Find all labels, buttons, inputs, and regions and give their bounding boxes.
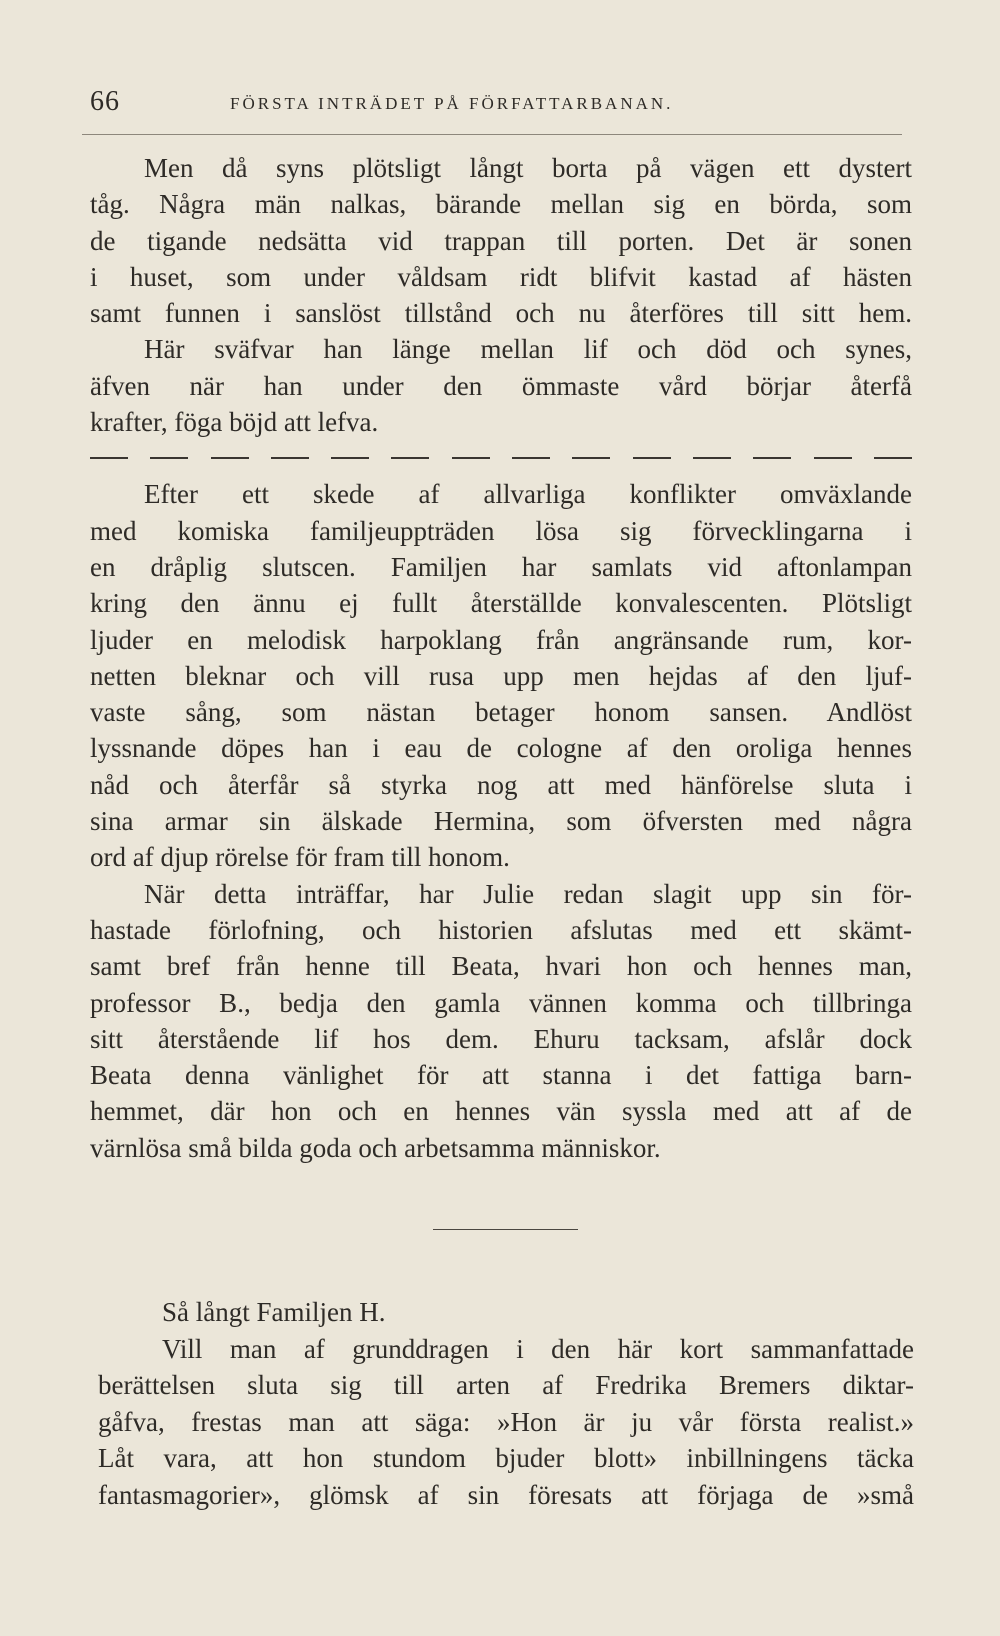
- text-line: berättelsen sluta sig till arten af Fredrika Bremers diktar-: [98, 1370, 914, 1400]
- text-line: sitt återstående lif hos dem. Ehuru tacksam, afslår dock: [90, 1023, 912, 1054]
- text-line: krafter, föga böjd att lefva.: [90, 407, 379, 438]
- header-rule: [82, 134, 902, 135]
- body-text: [90, 150, 912, 1166]
- text-line: Här sväfvar han länge mellan lif och död och synes,: [144, 334, 912, 365]
- text-line: Beata denna vänlighet för att stanna i det fattiga barn-: [90, 1060, 912, 1091]
- dash: [633, 457, 671, 459]
- dash: [391, 457, 429, 459]
- text-line: tåg. Några män nalkas, bärande mellan sig en börda, som: [90, 189, 912, 220]
- text-line: Men då syns plötsligt långt borta på vägen ett dystert: [144, 153, 912, 183]
- text-line: en dråplig slutscen. Familjen har samlats vid aftonlampan: [90, 551, 912, 582]
- text-line: professor B., bedja den gamla vännen komma och tillbringa: [90, 987, 912, 1018]
- dash: [753, 457, 791, 459]
- text-line: Låt vara, att hon stundom bjuder blott» inbillningens täcka: [98, 1443, 914, 1473]
- section-divider: [433, 1229, 578, 1230]
- text-line: kring den ännu ej fullt återställde konvalescenten. Plötsligt: [90, 588, 912, 619]
- dash: [512, 457, 550, 459]
- text-line: gåfva, frestas man att säga: »Hon är ju vår första realist.»: [98, 1406, 914, 1437]
- text-line: samt bref från henne till Beata, hvari hon och hennes man,: [90, 951, 912, 982]
- dash: [693, 457, 731, 459]
- dash: [271, 457, 309, 459]
- text-line: sina armar sin älskade Hermina, som öfversten med några: [90, 806, 912, 837]
- text-line: Efter ett skede af allvarliga konflikter omväxlande: [144, 479, 912, 510]
- page-number: 66: [90, 86, 120, 117]
- running-head: [90, 86, 910, 126]
- text-line: de tigande nedsätta vid trappan till porten. Det är sonen: [90, 225, 912, 256]
- text-line: Så långt Familjen H.: [162, 1297, 386, 1327]
- text-line: i huset, som under våldsam ridt blifvit kastad af hästen: [90, 261, 912, 292]
- dash: [331, 457, 369, 459]
- text-line: lyssnande döpes han i eau de cologne af den oroliga hennes: [90, 733, 912, 764]
- text-line: äfven när han under den ömmaste vård börjar återfå: [90, 370, 912, 401]
- text-line: fantasmagorier», glömsk af sin föresats att förjaga de »små: [98, 1479, 914, 1510]
- text-line: hemmet, där hon och en hennes vän syssla med att af de: [90, 1096, 912, 1127]
- text-line: vaste sång, som nästan betager honom sansen. Andlöst: [90, 697, 912, 728]
- text-line: samt funnen i sanslöst tillstånd och nu återföres till sitt hem.: [90, 298, 912, 329]
- dash: [211, 457, 249, 459]
- text-line: ord af djup rörelse för fram till honom.: [90, 842, 510, 873]
- dash: [452, 457, 490, 459]
- dash: [572, 457, 610, 459]
- dash: [90, 457, 128, 459]
- text-line: nåd och återfår så styrka nog att med hänförelse sluta i: [90, 769, 912, 800]
- running-title: FÖRSTA INTRÄDET PÅ FÖRFATTARBANAN.: [230, 94, 674, 113]
- dash: [814, 457, 852, 459]
- dash-separator: [90, 440, 912, 476]
- text-line: värnlösa små bilda goda och arbetsamma människor.: [90, 1132, 661, 1163]
- dash: [150, 457, 188, 459]
- text-line: hastade förlofning, och historien afslutas med ett skämt-: [90, 914, 912, 945]
- body-text-continued: [98, 1294, 914, 1513]
- text-line: med komiska familjeuppträden lösa sig förvecklingarna i: [90, 515, 912, 546]
- text-line: När detta inträffar, har Julie redan slagit upp sin för-: [144, 878, 912, 909]
- text-line: netten bleknar och vill rusa upp men hejdas af den ljuf-: [90, 660, 912, 691]
- text-line: ljuder en melodisk harpoklang från angränsande rum, kor-: [90, 624, 912, 655]
- dash: [874, 457, 912, 459]
- text-line: Vill man af grunddragen i den här kort sammanfattade: [162, 1333, 914, 1364]
